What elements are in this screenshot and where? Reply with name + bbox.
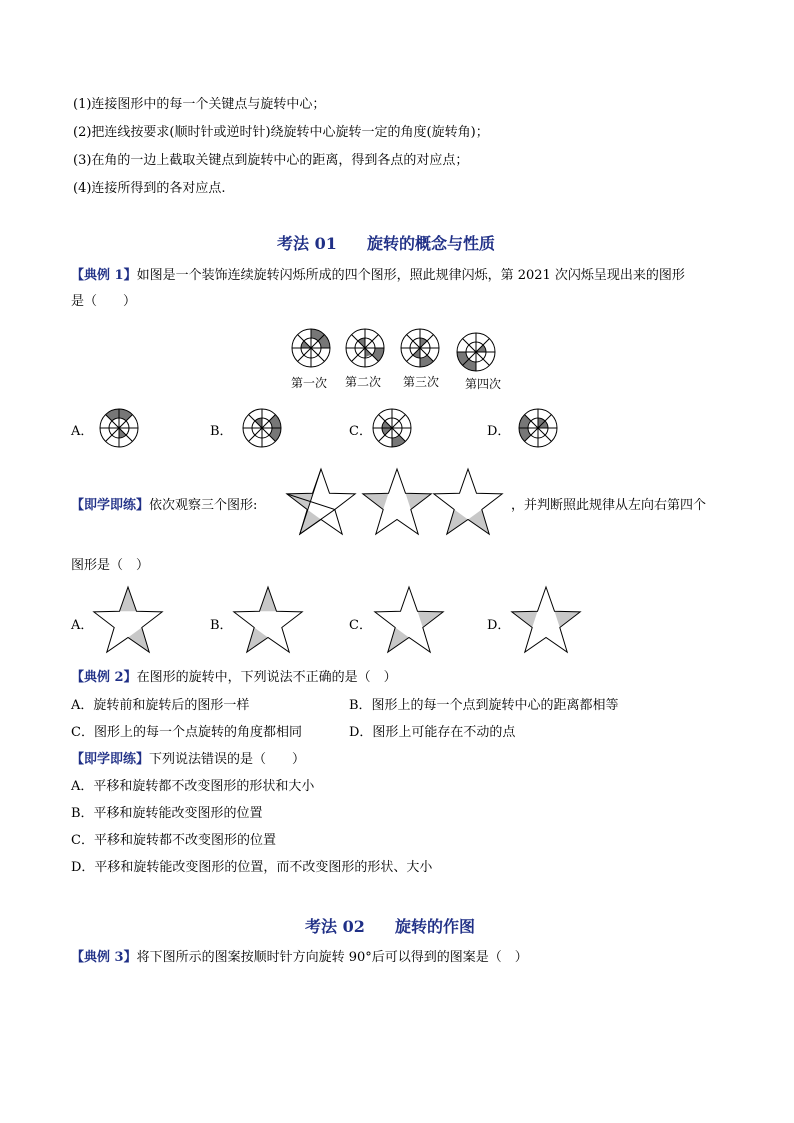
example3-text: 将下图所示的图案按顺时针方向旋转 90°后可以得到的图案是（ ）: [136, 950, 528, 965]
caption-second: 第二次: [345, 375, 382, 389]
step-4: (4)连接所得到的各对应点.: [73, 181, 226, 196]
example2-option-a[interactable]: A．旋转前和旋转后的图形一样: [71, 698, 250, 713]
option-c-wheel: [373, 409, 411, 447]
star-3: [434, 469, 502, 534]
practice2-option-c[interactable]: C．平移和旋转都不改变图形的位置: [71, 833, 276, 848]
example1-option-d[interactable]: D．: [487, 424, 511, 439]
practice1-option-a[interactable]: A．: [71, 618, 94, 633]
example1-option-b[interactable]: B．: [210, 424, 233, 439]
example1-tag: 【典例 1】: [71, 268, 137, 283]
practice1-option-b[interactable]: B．: [210, 618, 233, 633]
option-c-star: [375, 587, 443, 652]
wheel-first: [292, 329, 330, 367]
option-b-star: [234, 587, 302, 652]
practice1-option-c[interactable]: C．: [349, 618, 372, 633]
practice2-tag: 【即学即练】: [71, 752, 150, 767]
caption-first: 第一次: [291, 376, 328, 390]
example1-option-c[interactable]: C．: [349, 424, 372, 439]
example1-text: 如图是一个装饰连续旋转闪烁所成的四个图形，照此规律闪烁，第 2021 次闪烁呈现出来的图形: [136, 268, 685, 283]
practice2-text: 下列说法错误的是（ ）: [149, 752, 306, 767]
example3-tag: 【典例 3】: [71, 950, 137, 965]
practice2-option-b[interactable]: B．平移和旋转能改变图形的位置: [71, 806, 263, 821]
example3-question: [71, 949, 528, 967]
practice1-text-after: ，并判断照此规律从左向右第四个: [511, 498, 707, 513]
practice2-option-d[interactable]: D．平移和旋转能改变图形的位置，而不改变图形的形状、大小: [71, 860, 433, 875]
practice1-question: [71, 497, 257, 515]
wheel-second: [346, 329, 384, 367]
example2-text: 在图形的旋转中，下列说法不正确的是（ ）: [136, 670, 397, 685]
example2-tag: 【典例 2】: [71, 670, 137, 685]
option-a-star: [94, 587, 162, 652]
caption-third: 第三次: [403, 375, 440, 389]
wheel-fourth: [457, 333, 495, 371]
practice1-option-d[interactable]: D．: [487, 618, 511, 633]
section1-label: 考法 01: [277, 234, 337, 253]
example2-option-d[interactable]: D．图形上可能存在不动的点: [349, 725, 516, 740]
star-1: [287, 469, 355, 534]
section1-title: 旋转的概念与性质: [367, 234, 496, 253]
practice1-text: 依次观察三个图形:: [149, 498, 258, 513]
example2-option-c[interactable]: C．图形上的每一个点旋转的角度都相同: [71, 725, 302, 740]
example1-option-a[interactable]: A．: [71, 424, 94, 439]
practice2-question: [71, 751, 305, 769]
step-2: (2)把连线按要求(顺时针或逆时针)绕旋转中心旋转一定的角度(旋转角)；: [73, 125, 489, 140]
example2-question: [71, 669, 397, 687]
section2-title: 旋转的作图: [395, 917, 476, 936]
practice1-text2: 图形是（ ）: [71, 558, 150, 573]
practice2-option-a[interactable]: A．平移和旋转都不改变图形的形状和大小: [71, 779, 315, 794]
option-a-wheel: [100, 409, 138, 447]
caption-fourth: 第四次: [465, 377, 502, 391]
section2-label: 考法 02: [305, 917, 365, 936]
option-d-star: [512, 587, 580, 652]
step-1: (1)连接图形中的每一个关键点与旋转中心；: [73, 97, 326, 112]
example1-text2: 是（ ）: [71, 294, 137, 309]
practice1-tag: 【即学即练】: [71, 498, 150, 513]
wheel-third: [401, 329, 439, 367]
star-2: [363, 469, 431, 534]
step-3: (3)在角的一边上截取关键点到旋转中心的距离，得到各点的对应点；: [73, 153, 469, 168]
option-b-wheel: [243, 409, 281, 447]
option-d-wheel: [519, 409, 557, 447]
example2-option-b[interactable]: B．图形上的每一个点到旋转中心的距离都相等: [349, 698, 619, 713]
